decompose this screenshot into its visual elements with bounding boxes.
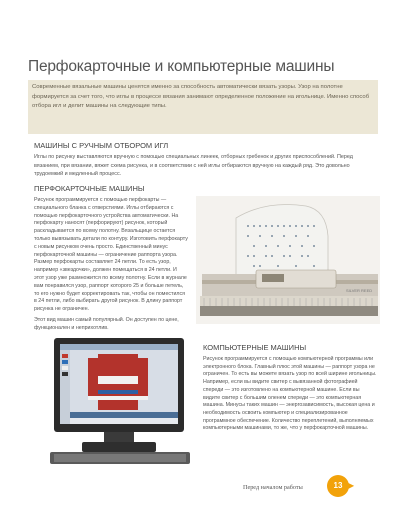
computer-software-photo <box>38 336 196 468</box>
page-title: Перфокарточные и компьютерные машины <box>28 58 335 75</box>
punchcard-section-text <box>34 197 188 336</box>
computer-section-text: Рисунок программируется с помощью компьютерной программы или электронного блока. Главный плюс этой машины — раппорт узора не ограничен. То есть вы можете вязать узор по всей ширине игольницы. Например, если вы видите свитер с вывязанной фотографией спереди — это изготовлено на компьютерной машине. Если вы видите свитер с большим оленем спереди — это компьютерная машина. Минусы таких машин — энергозависимость, высокая цена и необходимость освоить компьютер и специализированное программное обеспечение. Количество переплетений, выполняемых компьютерными машинами, то же, что у перфокарточной машины. <box>203 356 377 432</box>
footer-chapter-title: Перед началом работы <box>243 484 303 491</box>
manual-section-heading: МАШИНЫ С РУЧНЫМ ОТБОРОМ ИГЛ <box>34 141 169 150</box>
punchcard-section-heading: ПЕРФОКАРТОЧНЫЕ МАШИНЫ <box>34 184 145 193</box>
intro-text: Современные вязальные машины ценятся именно за способность автоматически вязать узоры. Узор на полотне формируется за счет того, что иглы в процессе вязания занимают определенное положение на игольнице. Именно способ отбора игл и делит машины на следующие типы. <box>32 84 370 109</box>
computer-section-heading: КОМПЬЮТЕРНЫЕ МАШИНЫ <box>203 343 307 352</box>
punchcard-machine-photo <box>196 196 380 324</box>
manual-section-text: Иглы по рисунку выставляются вручную с помощью специальных линеек, отборных гребенок и других приспособлений. Перед вязанием, при вязании, вяжет схема рисунка, и в соответствии с ней иглы отбираются вручную на каждый ряд. Это довольно трудоемкий и медленный процесс. <box>34 154 353 177</box>
next-page-arrow-icon: ▶ <box>348 481 355 490</box>
punchcard-paragraph-2: Этот вид машин самый популярный. Он доступен по цене, функционален и неприхотлив. <box>34 316 179 331</box>
punchcard-paragraph-1: Рисунок программируется с помощью перфокарты — специального бланка с отверстиями. Иглы отбираются с помощью перфокарточного устройства автоматически. На перфокарту наносят (перфорируют) рисунок, который раскладывается по всему полотну. Вязальщице остается только вывязывать детали по контуру. Изготовить перфокарту с новым рисунком очень просто. Единственный минус перфокарточной машины — ограничение раппорта узора. Размер перфокарты составляет 24 петли. То есть узор, например «звездочки», должен помещаться в 24 петли. И этот узор уже размножится по всему полотну. Если в журнале вам понравился узор, раппорт которого 25 и больше петель, то его нужно будет корректировать так, чтобы он поместился в 24 петли, либо выбирать другой рисунок. В длину раппорт рисунка не ограничен. <box>34 197 188 313</box>
page-number-badge: 13 <box>327 475 349 497</box>
machine-brand-label: SILVER REED <box>346 288 373 293</box>
